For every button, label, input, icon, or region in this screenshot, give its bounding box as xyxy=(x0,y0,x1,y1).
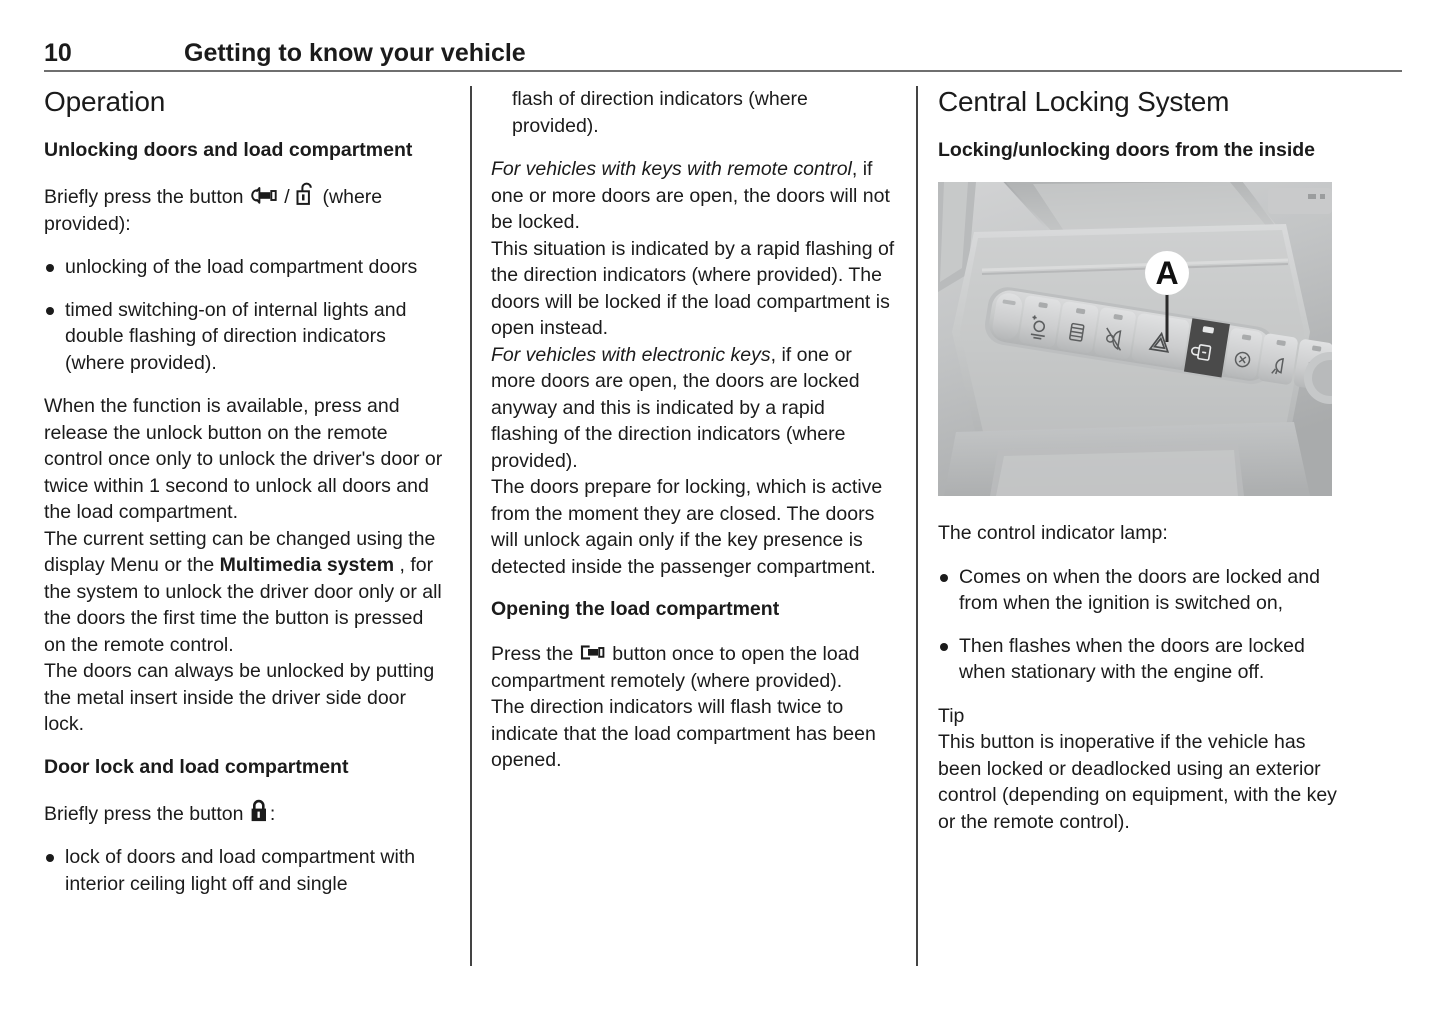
control-indicator-lead-in: The control indicator lamp: xyxy=(938,522,1168,544)
lock-effects-list xyxy=(44,844,448,897)
open-load-text-pre: Press the xyxy=(491,643,579,665)
remote-keys-rest: , if one or more doors are open, the doors will not be locked. xyxy=(491,158,890,233)
continuation-paragraph: flash of direction indicators (where provided). xyxy=(512,88,808,137)
central-locking-title: Central Locking System xyxy=(938,86,1230,117)
prepare-locking-paragraph: The doors prepare for locking, which is active from the moment they are closed. The doors will unlock again only if the key presence is detected inside the passenger compartment. xyxy=(491,476,883,578)
page-columns xyxy=(44,86,1402,966)
remote-keys-paragraph xyxy=(491,156,895,236)
middle-column xyxy=(491,86,895,966)
figure-canvas xyxy=(938,182,1332,496)
open-load-compartment-paragraph xyxy=(491,641,895,694)
tip-paragraph: This button is inoperative if the vehicle has been locked or deadlocked using an exterior control (depending on equipment, with the key or the remote control). xyxy=(938,731,1337,833)
padlock-closed-icon xyxy=(250,799,269,823)
page-header xyxy=(44,38,1402,76)
multimedia-setting-paragraph xyxy=(44,526,448,659)
car-tailgate-unlock-icon xyxy=(250,185,278,206)
heading-opening-load-compartment: Opening the load compartment xyxy=(491,598,780,620)
heading-locking-from-inside: Locking/unlocking doors from the inside xyxy=(938,139,1316,161)
lock-instruction-paragraph xyxy=(44,799,448,828)
electronic-keys-paragraph xyxy=(491,342,895,475)
figure-callout-label-a: A xyxy=(1155,255,1179,291)
unlock-instruction-text-pre: Briefly press the button xyxy=(44,186,249,208)
multimedia-text-pre: The current setting can be changed using the display Menu or the xyxy=(44,527,436,576)
multimedia-system-label: Multimedia system xyxy=(219,554,395,576)
lock-instruction-text-post: : xyxy=(269,802,276,825)
unlock-instruction-paragraph xyxy=(44,182,448,237)
column-divider-left xyxy=(470,86,472,966)
metal-insert-paragraph: The doors can always be unlocked by putting the metal insert inside the driver side door lock. xyxy=(44,660,435,735)
dashboard-switch-panel-figure xyxy=(938,182,1332,496)
list-item: Comes on when the doors are locked and from when the ignition is switched on, xyxy=(938,564,1342,617)
unlock-instruction-text-post: (where provided): xyxy=(44,186,383,235)
padlock-open-icon xyxy=(296,182,316,206)
right-column xyxy=(938,86,1342,966)
remote-keys-emphasis: For vehicles with keys with remote control xyxy=(491,158,852,180)
lock-instruction-text-pre: Briefly press the button xyxy=(44,802,249,825)
tailgate-open-icon xyxy=(580,642,606,663)
page-number: 10 xyxy=(44,39,72,67)
chapter-title: Getting to know your vehicle xyxy=(184,39,526,67)
header-divider-rule xyxy=(44,70,1402,72)
direction-indicator-flash-paragraph: The direction indicators will flash twice to indicate that the load compartment has been opened. xyxy=(491,696,876,771)
dashboard-illustration xyxy=(938,182,1332,496)
column-divider-right xyxy=(916,86,918,966)
list-item: unlocking of the load compartment doors xyxy=(44,254,448,281)
page-title: Operation xyxy=(44,86,166,117)
electronic-keys-rest: , if one or more doors are open, the doors are locked anyway and this is indicated by a rapid flashing of the direction indicators (where provided). xyxy=(491,343,860,472)
list-item: timed switching-on of internal lights and double flashing of direction indicators (where provided). xyxy=(44,297,448,377)
list-item: lock of doors and load compartment with interior ceiling light off and single xyxy=(44,844,448,897)
heading-unlocking-doors: Unlocking doors and load compartment xyxy=(44,139,413,161)
multimedia-text-post: , for the system to unlock the driver door only or all the doors the first time the button is pressed on the remote control. xyxy=(44,554,442,656)
control-indicator-list xyxy=(938,564,1342,686)
open-load-text-post: button once to open the load compartment remotely (where provided). xyxy=(491,643,860,692)
unlock-effects-list xyxy=(44,254,448,376)
icon-separator: / xyxy=(278,186,296,208)
tip-heading: Tip xyxy=(938,704,965,727)
list-item: Then flashes when the doors are locked when stationary with the engine off. xyxy=(938,633,1342,686)
left-column xyxy=(44,86,448,966)
electronic-keys-emphasis: For vehicles with electronic keys xyxy=(491,343,771,366)
remote-unlock-paragraph: When the function is available, press and release the unlock button on the remote control once only to unlock the driver's door or twice within 1 second to unlock all doors and the load compartment. xyxy=(44,395,443,523)
rapid-flash-paragraph: This situation is indicated by a rapid flashing of the direction indicators (where provided). The doors will be locked if the load compartment is open instead. xyxy=(491,237,895,339)
heading-door-lock: Door lock and load compartment xyxy=(44,755,349,778)
